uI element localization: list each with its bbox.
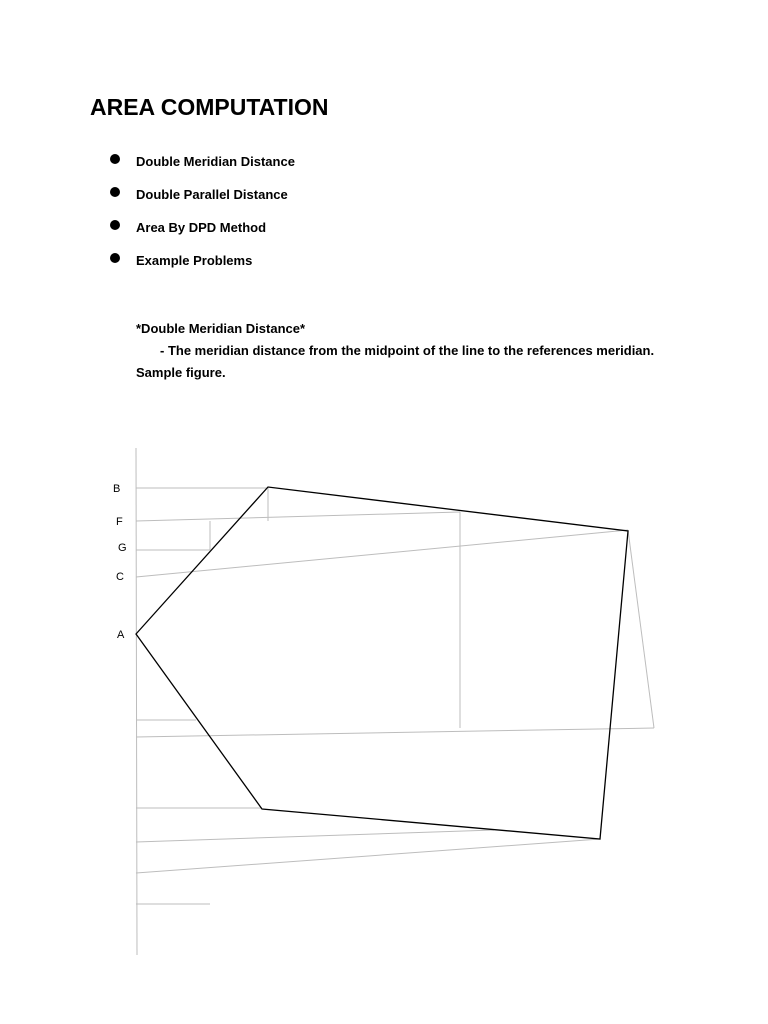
bullet-icon	[110, 187, 120, 197]
list-item-label: Double Parallel Distance	[136, 187, 288, 202]
figure-caption: Sample figure.	[136, 365, 226, 380]
bullet-icon	[110, 154, 120, 164]
point-label-c: C	[116, 571, 124, 583]
point-label-b: B	[113, 483, 121, 495]
dmd-section	[136, 318, 654, 384]
extension-line	[628, 530, 654, 728]
parallel-line-lower-2	[136, 728, 654, 737]
bullet-icon	[110, 220, 120, 230]
reference-meridian	[136, 448, 137, 955]
section-heading: *Double Meridian Distance*	[136, 321, 306, 336]
parallel-line-lower-4	[136, 830, 494, 842]
point-label-g: G	[118, 542, 127, 554]
bullet-icon	[110, 253, 120, 263]
traverse-outline	[136, 487, 628, 839]
list-item-label: Example Problems	[136, 253, 253, 268]
parallel-line-lower-5	[136, 839, 600, 873]
point-label-f: F	[116, 516, 123, 528]
page-title: AREA COMPUTATION	[90, 94, 329, 120]
parallel-line-c	[136, 530, 628, 577]
parallel-line-f	[136, 512, 460, 521]
point-label-a: A	[117, 629, 125, 641]
section-definition: - The meridian distance from the midpoint of the line to the references meridian.	[160, 343, 655, 358]
list-item-label: Double Meridian Distance	[136, 154, 295, 169]
list-item-label: Area By DPD Method	[136, 220, 267, 235]
construction-lines	[136, 488, 654, 904]
